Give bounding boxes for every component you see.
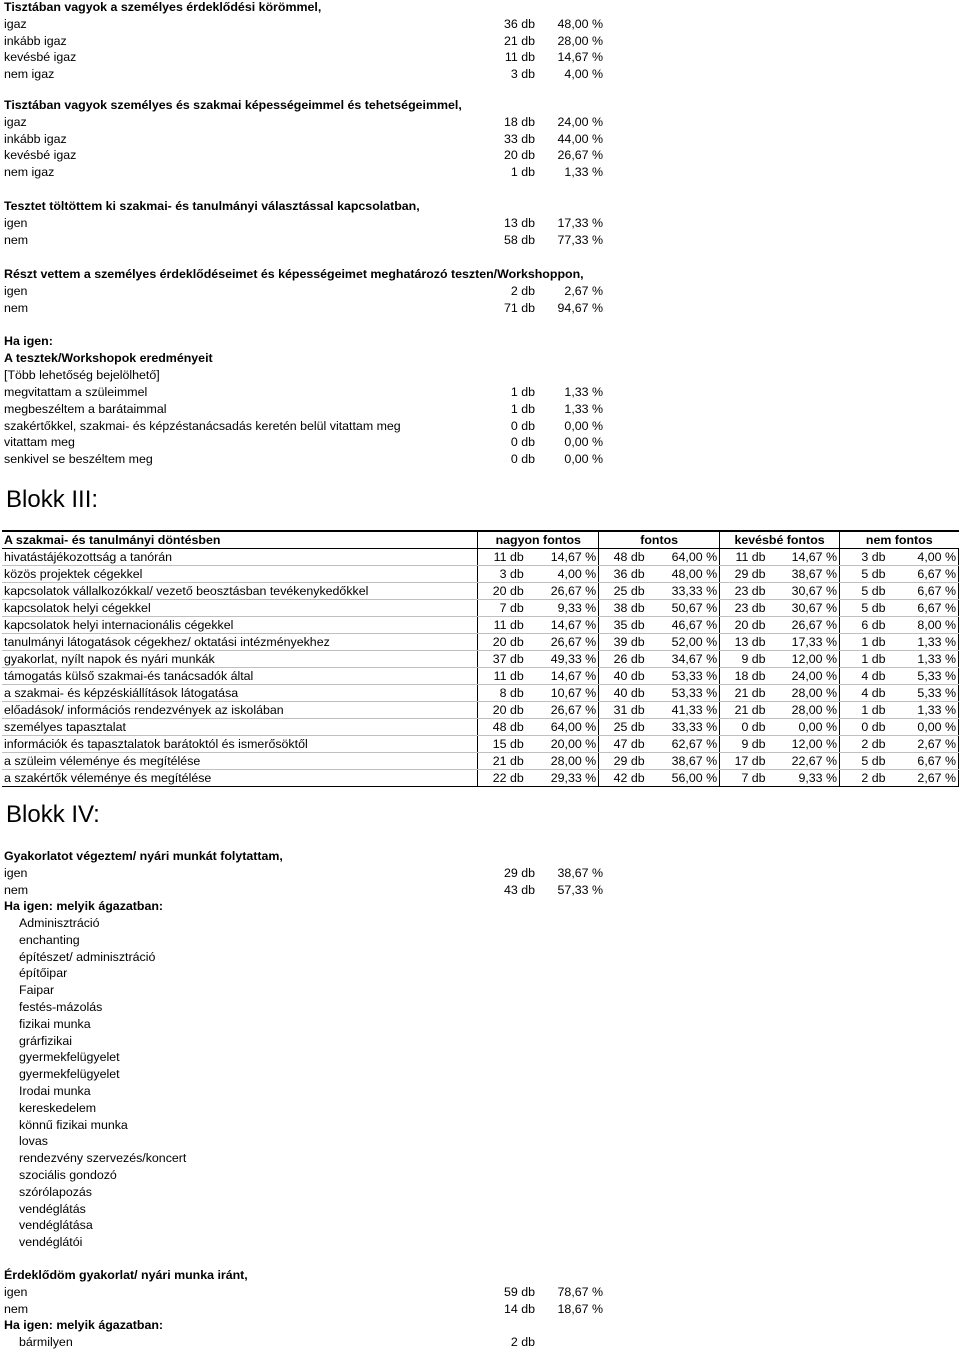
count-value: 3 db bbox=[510, 67, 535, 82]
table-cell-label: kapcsolatok vállalkozókkal/ vezető beosztásban tevékenykedőkkel bbox=[2, 583, 478, 600]
table-cell-percent: 28,00 % bbox=[768, 702, 840, 719]
percent-value: 0,00 % bbox=[564, 452, 603, 467]
table-row bbox=[2, 549, 959, 566]
sector-item bbox=[4, 1016, 960, 1033]
table-cell-count: 8 db bbox=[478, 685, 526, 702]
table-cell-percent: 4,00 % bbox=[887, 549, 958, 566]
sector-item-label: vendéglátása bbox=[19, 1218, 93, 1233]
table-cell-count: 31 db bbox=[599, 702, 647, 719]
table-cell-label: közös projektek cégekkel bbox=[2, 566, 478, 583]
table-cell-percent: 56,00 % bbox=[647, 770, 720, 787]
sector-item-label: könnű fizikai munka bbox=[19, 1117, 128, 1132]
table-cell-percent: 28,00 % bbox=[526, 753, 599, 770]
table-cell-label: információk és tapasztalatok barátoktól és ismerősöktől bbox=[2, 736, 478, 753]
sector-item-label: Adminisztráció bbox=[19, 916, 100, 930]
table-cell-label: a szakértők véleménye és megítélése bbox=[2, 770, 478, 787]
table-header-criterion: A szakmai- és tanulmányi döntésben bbox=[2, 531, 478, 549]
answer-row bbox=[4, 401, 960, 418]
table-cell-label: a szakmai- és képzéskiállítások látogatása bbox=[2, 685, 478, 702]
table-cell-count: 0 db bbox=[840, 719, 888, 736]
table-cell-count: 5 db bbox=[840, 566, 888, 583]
sector-item-label: építészet/ adminisztráció bbox=[19, 949, 156, 964]
table-row bbox=[2, 685, 959, 702]
count-value: 29 db bbox=[503, 866, 535, 880]
section-subtitle-label: Ha igen: melyik ágazatban: bbox=[4, 1318, 164, 1332]
table-cell-percent: 64,00 % bbox=[526, 719, 599, 736]
table-cell-percent: 30,67 % bbox=[768, 583, 840, 600]
table-cell-count: 9 db bbox=[720, 651, 768, 668]
sector-item-label: bármilyen bbox=[19, 1335, 73, 1349]
sector-item-label: enchanting bbox=[19, 932, 80, 947]
table-cell-count: 2 db bbox=[840, 770, 888, 787]
table-cell-percent: 48,00 % bbox=[647, 566, 720, 583]
percent-value: 1,33 % bbox=[564, 165, 603, 180]
table-cell-percent: 12,00 % bbox=[768, 736, 840, 753]
importance-table bbox=[2, 530, 959, 787]
table-cell-percent: 14,67 % bbox=[526, 549, 599, 566]
table-cell-count: 29 db bbox=[599, 753, 647, 770]
sector-item bbox=[4, 1117, 960, 1134]
table-cell-percent: 0,00 % bbox=[887, 719, 958, 736]
answer-row-label: igaz bbox=[4, 16, 27, 31]
answer-row-label: vitattam meg bbox=[4, 435, 75, 450]
sector-item bbox=[4, 1100, 960, 1117]
table-cell-percent: 1,33 % bbox=[887, 634, 958, 651]
table-header-level: kevésbé fontos bbox=[720, 531, 840, 549]
section-title-label: Érdeklődöm gyakorlat/ nyári munka iránt, bbox=[4, 1268, 248, 1282]
section-title-label: Tisztában vagyok személyes és szakmai képességeimmel és tehetségeimmel, bbox=[4, 98, 462, 112]
answer-row bbox=[4, 451, 960, 468]
sector-item-label: kereskedelem bbox=[19, 1100, 97, 1115]
answer-row-label: igen bbox=[4, 866, 28, 880]
answer-row-label: nem bbox=[4, 882, 29, 897]
sector-item bbox=[4, 965, 960, 982]
sector-item bbox=[4, 1167, 960, 1184]
percent-value: 1,33 % bbox=[564, 385, 603, 399]
section-title bbox=[4, 333, 960, 350]
percent-value: 38,67 % bbox=[557, 866, 603, 880]
table-cell-count: 11 db bbox=[478, 668, 526, 685]
sector-item-label: építőipar bbox=[19, 966, 68, 981]
answer-row-label: igaz bbox=[4, 114, 27, 129]
table-cell-percent: 29,33 % bbox=[526, 770, 599, 787]
table-cell-count: 35 db bbox=[599, 617, 647, 634]
table-cell-count: 5 db bbox=[840, 753, 888, 770]
table-cell-count: 29 db bbox=[720, 566, 768, 583]
count-value: 0 db bbox=[510, 452, 535, 467]
table-cell-label: kapcsolatok helyi internacionális cégekkel bbox=[2, 617, 478, 634]
table-cell-count: 37 db bbox=[478, 651, 526, 668]
answer-row bbox=[4, 215, 960, 232]
table-cell-count: 22 db bbox=[478, 770, 526, 787]
answer-row bbox=[4, 49, 960, 66]
table-row bbox=[2, 719, 959, 736]
table-cell-percent: 0,00 % bbox=[768, 719, 840, 736]
table-header-level: nem fontos bbox=[840, 531, 959, 549]
answer-row-label: inkább igaz bbox=[4, 131, 67, 146]
count-value: 1 db bbox=[510, 385, 535, 399]
sector-item-label: Faipar bbox=[19, 983, 55, 998]
table-cell-count: 47 db bbox=[599, 736, 647, 753]
answer-row bbox=[4, 882, 960, 899]
table-cell-percent: 26,67 % bbox=[526, 634, 599, 651]
table-cell-count: 13 db bbox=[720, 634, 768, 651]
table-cell-count: 11 db bbox=[478, 549, 526, 566]
answer-row-label: nem igaz bbox=[4, 165, 55, 180]
table-header-level: fontos bbox=[599, 531, 720, 549]
section-subtitle bbox=[4, 350, 960, 367]
table-cell-percent: 34,67 % bbox=[647, 651, 720, 668]
sector-item-label: szórólapozás bbox=[19, 1184, 93, 1199]
answer-row bbox=[4, 1301, 960, 1318]
table-cell-count: 48 db bbox=[478, 719, 526, 736]
sector-item bbox=[4, 999, 960, 1016]
answer-row-label: inkább igaz bbox=[4, 33, 67, 48]
sector-item bbox=[4, 1334, 960, 1351]
sector-item bbox=[4, 1049, 960, 1066]
table-cell-percent: 33,33 % bbox=[647, 719, 720, 736]
answer-row-label: senkivel se beszéltem meg bbox=[4, 452, 153, 467]
table-cell-count: 26 db bbox=[599, 651, 647, 668]
section-title bbox=[4, 266, 960, 283]
sector-item-label: festés-mázolás bbox=[19, 1000, 103, 1014]
section-subtitle bbox=[4, 898, 960, 915]
answer-row bbox=[4, 232, 960, 249]
table-cell-percent: 52,00 % bbox=[647, 634, 720, 651]
table-row bbox=[2, 668, 959, 685]
table-cell-count: 4 db bbox=[840, 685, 888, 702]
table-cell-count: 20 db bbox=[478, 702, 526, 719]
table-cell-percent: 53,33 % bbox=[647, 685, 720, 702]
answer-row bbox=[4, 114, 960, 131]
percent-value: 94,67 % bbox=[557, 300, 603, 315]
section-subtitle-label: Ha igen: melyik ágazatban: bbox=[4, 899, 164, 913]
table-cell-percent: 10,67 % bbox=[526, 685, 599, 702]
table-cell-count: 15 db bbox=[478, 736, 526, 753]
count-value: 13 db bbox=[503, 215, 535, 230]
table-cell-percent: 4,00 % bbox=[526, 566, 599, 583]
table-cell-count: 3 db bbox=[478, 566, 526, 583]
table-row bbox=[2, 617, 959, 634]
section-title-label: Gyakorlatot végeztem/ nyári munkát folytattam, bbox=[4, 849, 283, 863]
count-value: 14 db bbox=[503, 1301, 535, 1316]
table-cell-label: előadások/ információs rendezvények az iskolában bbox=[2, 702, 478, 719]
table-cell-percent: 50,67 % bbox=[647, 600, 720, 617]
table-cell-count: 20 db bbox=[720, 617, 768, 634]
table-cell-label: kapcsolatok helyi cégekkel bbox=[2, 600, 478, 617]
count-value: 21 db bbox=[503, 33, 535, 48]
count-value: 58 db bbox=[503, 232, 535, 247]
section-title bbox=[4, 97, 960, 114]
table-cell-percent: 2,67 % bbox=[887, 770, 958, 787]
answer-row bbox=[4, 164, 960, 181]
table-cell-label: tanulmányi látogatások cégekhez/ oktatási intézményekhez bbox=[2, 634, 478, 651]
table-cell-percent: 28,00 % bbox=[768, 685, 840, 702]
table-cell-percent: 41,33 % bbox=[647, 702, 720, 719]
answer-row-label: igen bbox=[4, 283, 28, 298]
answer-row bbox=[4, 865, 960, 882]
table-cell-label: hivatástájékozottság a tanórán bbox=[2, 549, 478, 566]
table-cell-count: 20 db bbox=[478, 634, 526, 651]
table-cell-percent: 33,33 % bbox=[647, 583, 720, 600]
table-cell-count: 21 db bbox=[478, 753, 526, 770]
blokk-iii-heading: Blokk III: bbox=[6, 486, 99, 513]
table-cell-percent: 46,67 % bbox=[647, 617, 720, 634]
table-cell-count: 1 db bbox=[840, 651, 888, 668]
table-cell-percent: 26,67 % bbox=[526, 583, 599, 600]
table-cell-count: 1 db bbox=[840, 702, 888, 719]
table-cell-count: 5 db bbox=[840, 583, 888, 600]
section-note-label: [Több lehetőség bejelölhető] bbox=[4, 368, 160, 382]
table-cell-percent: 12,00 % bbox=[768, 651, 840, 668]
sector-item-label: lovas bbox=[19, 1134, 48, 1149]
table-cell-percent: 17,33 % bbox=[768, 634, 840, 651]
table-cell-count: 25 db bbox=[599, 719, 647, 736]
table-cell-percent: 30,67 % bbox=[768, 600, 840, 617]
answer-row bbox=[4, 283, 960, 300]
count-value: 1 db bbox=[510, 401, 535, 416]
table-cell-count: 6 db bbox=[840, 617, 888, 634]
percent-value: 28,00 % bbox=[557, 33, 603, 48]
table-cell-count: 21 db bbox=[720, 685, 768, 702]
table-cell-count: 40 db bbox=[599, 685, 647, 702]
answer-row-label: kevésbé igaz bbox=[4, 50, 77, 65]
sector-item-label: vendéglátói bbox=[19, 1235, 83, 1250]
count-value: 0 db bbox=[510, 435, 535, 450]
count-value: 1 db bbox=[510, 165, 535, 180]
section-title-label: Részt vettem a személyes érdeklődéseimet és képességeimet meghatározó teszten/Workshoppon, bbox=[4, 267, 584, 281]
sector-item bbox=[4, 915, 960, 932]
sector-item bbox=[4, 1033, 960, 1050]
table-cell-count: 7 db bbox=[720, 770, 768, 787]
table-cell-count: 23 db bbox=[720, 583, 768, 600]
count-value: 43 db bbox=[503, 882, 535, 897]
sector-item bbox=[4, 1066, 960, 1083]
table-cell-percent: 9,33 % bbox=[526, 600, 599, 617]
table-row bbox=[2, 583, 959, 600]
section-subtitle bbox=[4, 1317, 960, 1334]
sector-item bbox=[4, 1150, 960, 1167]
percent-value: 14,67 % bbox=[557, 50, 603, 65]
table-cell-count: 23 db bbox=[720, 600, 768, 617]
count-value: 2 db bbox=[510, 1335, 535, 1349]
table-cell-percent: 9,33 % bbox=[768, 770, 840, 787]
count-value: 11 db bbox=[504, 50, 535, 65]
table-row bbox=[2, 566, 959, 583]
sector-item-label: gyermekfelügyelet bbox=[19, 1067, 120, 1082]
table-cell-count: 25 db bbox=[599, 583, 647, 600]
answer-row bbox=[4, 300, 960, 317]
table-cell-count: 4 db bbox=[840, 668, 888, 685]
percent-value: 24,00 % bbox=[557, 114, 603, 129]
table-cell-count: 17 db bbox=[720, 753, 768, 770]
answer-row-label: nem bbox=[4, 300, 29, 315]
answer-row bbox=[4, 384, 960, 401]
table-cell-percent: 5,33 % bbox=[887, 668, 958, 685]
answer-row-label: igen bbox=[4, 215, 28, 230]
answer-row bbox=[4, 147, 960, 164]
percent-value: 48,00 % bbox=[557, 16, 603, 31]
section-subtitle-label: A tesztek/Workshopok eredményeit bbox=[4, 351, 213, 365]
answer-row bbox=[4, 418, 960, 435]
table-cell-count: 7 db bbox=[478, 600, 526, 617]
table-row bbox=[2, 736, 959, 753]
section-title bbox=[4, 198, 960, 215]
sector-item bbox=[4, 1201, 960, 1218]
table-cell-count: 39 db bbox=[599, 634, 647, 651]
table-cell-percent: 14,67 % bbox=[526, 668, 599, 685]
table-cell-count: 48 db bbox=[599, 549, 647, 566]
table-cell-percent: 5,33 % bbox=[887, 685, 958, 702]
table-cell-percent: 14,67 % bbox=[526, 617, 599, 634]
table-cell-percent: 8,00 % bbox=[887, 617, 958, 634]
sector-item bbox=[4, 1234, 960, 1251]
table-cell-percent: 38,67 % bbox=[647, 753, 720, 770]
section-title bbox=[4, 0, 960, 16]
count-value: 59 db bbox=[503, 1285, 535, 1299]
section-title-label: Tisztában vagyok a személyes érdeklődési körömmel, bbox=[4, 0, 322, 14]
count-value: 0 db bbox=[510, 418, 535, 433]
table-cell-percent: 64,00 % bbox=[647, 549, 720, 566]
table-cell-percent: 38,67 % bbox=[768, 566, 840, 583]
sector-item bbox=[4, 1083, 960, 1100]
answer-row bbox=[4, 434, 960, 451]
percent-value: 26,67 % bbox=[557, 148, 603, 163]
answer-row bbox=[4, 33, 960, 50]
sector-item bbox=[4, 949, 960, 966]
table-cell-count: 11 db bbox=[720, 549, 768, 566]
percent-value: 0,00 % bbox=[564, 435, 603, 450]
table-cell-count: 9 db bbox=[720, 736, 768, 753]
table-cell-count: 40 db bbox=[599, 668, 647, 685]
answer-row-label: nem igaz bbox=[4, 67, 55, 82]
table-cell-percent: 24,00 % bbox=[768, 668, 840, 685]
percent-value: 1,33 % bbox=[564, 401, 603, 416]
table-cell-percent: 20,00 % bbox=[526, 736, 599, 753]
percent-value: 17,33 % bbox=[557, 215, 603, 230]
answer-row-label: nem bbox=[4, 1301, 29, 1316]
table-row bbox=[2, 702, 959, 719]
answer-row bbox=[4, 66, 960, 83]
table-row bbox=[2, 651, 959, 668]
percent-value: 4,00 % bbox=[564, 67, 603, 82]
table-cell-percent: 6,67 % bbox=[887, 566, 958, 583]
count-value: 33 db bbox=[503, 131, 535, 146]
percent-value: 0,00 % bbox=[564, 418, 603, 433]
table-cell-count: 36 db bbox=[599, 566, 647, 583]
percent-value: 77,33 % bbox=[557, 232, 603, 247]
table-cell-percent: 26,67 % bbox=[768, 617, 840, 634]
count-value: 36 db bbox=[503, 16, 535, 31]
table-cell-label: személyes tapasztalat bbox=[2, 719, 478, 736]
sector-item bbox=[4, 1133, 960, 1150]
sector-item-label: Irodai munka bbox=[19, 1084, 91, 1098]
percent-value: 44,00 % bbox=[557, 131, 603, 146]
table-cell-percent: 62,67 % bbox=[647, 736, 720, 753]
answer-row bbox=[4, 1284, 960, 1301]
table-cell-count: 18 db bbox=[720, 668, 768, 685]
section-title-label: Ha igen: bbox=[4, 334, 53, 348]
answer-row bbox=[4, 16, 960, 33]
percent-value: 57,33 % bbox=[557, 882, 603, 897]
table-row bbox=[2, 600, 959, 617]
sector-item-label: vendéglátás bbox=[19, 1201, 86, 1216]
section-note bbox=[4, 367, 960, 384]
sector-item-label: gyermekfelügyelet bbox=[19, 1050, 120, 1065]
table-cell-percent: 6,67 % bbox=[887, 583, 958, 600]
table-row bbox=[2, 634, 959, 651]
count-value: 71 db bbox=[503, 300, 535, 315]
table-cell-label: gyakorlat, nyílt napok és nyári munkák bbox=[2, 651, 478, 668]
table-cell-percent: 49,33 % bbox=[526, 651, 599, 668]
table-cell-count: 0 db bbox=[720, 719, 768, 736]
table-cell-percent: 1,33 % bbox=[887, 702, 958, 719]
blokk-iv-heading: Blokk IV: bbox=[6, 801, 100, 828]
table-row bbox=[2, 770, 959, 787]
table-cell-percent: 1,33 % bbox=[887, 651, 958, 668]
sector-item-label: grárfizikai bbox=[19, 1033, 73, 1048]
percent-value: 78,67 % bbox=[557, 1285, 603, 1299]
table-cell-count: 3 db bbox=[840, 549, 888, 566]
sector-item bbox=[4, 932, 960, 949]
section-title-label: Tesztet töltöttem ki szakmai- és tanulmányi választással kapcsolatban, bbox=[4, 199, 420, 213]
count-value: 18 db bbox=[503, 114, 535, 129]
sector-item-label: fizikai munka bbox=[19, 1016, 91, 1031]
percent-value: 18,67 % bbox=[557, 1301, 603, 1316]
percent-value: 2,67 % bbox=[564, 283, 603, 298]
table-header-level: nagyon fontos bbox=[478, 531, 599, 549]
table-cell-count: 5 db bbox=[840, 600, 888, 617]
table-cell-count: 1 db bbox=[840, 634, 888, 651]
table-cell-percent: 2,67 % bbox=[887, 736, 958, 753]
table-cell-percent: 22,67 % bbox=[768, 753, 840, 770]
answer-row-label: nem bbox=[4, 232, 29, 247]
table-row bbox=[2, 753, 959, 770]
table-cell-count: 20 db bbox=[478, 583, 526, 600]
sector-item bbox=[4, 1217, 960, 1234]
table-cell-count: 38 db bbox=[599, 600, 647, 617]
table-cell-percent: 26,67 % bbox=[526, 702, 599, 719]
answer-row-label: kevésbé igaz bbox=[4, 148, 77, 163]
table-cell-percent: 53,33 % bbox=[647, 668, 720, 685]
table-cell-label: támogatás külső szakmai-és tanácsadók által bbox=[2, 668, 478, 685]
table-cell-percent: 6,67 % bbox=[887, 753, 958, 770]
section-title bbox=[4, 1267, 960, 1284]
table-cell-count: 42 db bbox=[599, 770, 647, 787]
answer-row bbox=[4, 131, 960, 148]
table-cell-percent: 6,67 % bbox=[887, 600, 958, 617]
table-cell-count: 2 db bbox=[840, 736, 888, 753]
answer-row-label: megbeszéltem a barátaimmal bbox=[4, 401, 167, 416]
section-title bbox=[4, 848, 960, 865]
count-value: 20 db bbox=[503, 148, 535, 163]
sector-item-label: rendezvény szervezés/koncert bbox=[19, 1151, 187, 1166]
answer-row-label: igen bbox=[4, 1285, 28, 1299]
answer-row-label: szakértőkkel, szakmai- és képzéstanácsadás keretén belül vitattam meg bbox=[4, 418, 401, 433]
sector-item-label: szociális gondozó bbox=[19, 1168, 117, 1182]
table-cell-count: 21 db bbox=[720, 702, 768, 719]
table-cell-label: a szüleim véleménye és megítélése bbox=[2, 753, 478, 770]
count-value: 2 db bbox=[510, 283, 535, 298]
table-cell-percent: 14,67 % bbox=[768, 549, 840, 566]
sector-item bbox=[4, 1184, 960, 1201]
table-cell-count: 11 db bbox=[478, 617, 526, 634]
answer-row-label: megvitattam a szüleimmel bbox=[4, 385, 148, 399]
sector-item bbox=[4, 982, 960, 999]
